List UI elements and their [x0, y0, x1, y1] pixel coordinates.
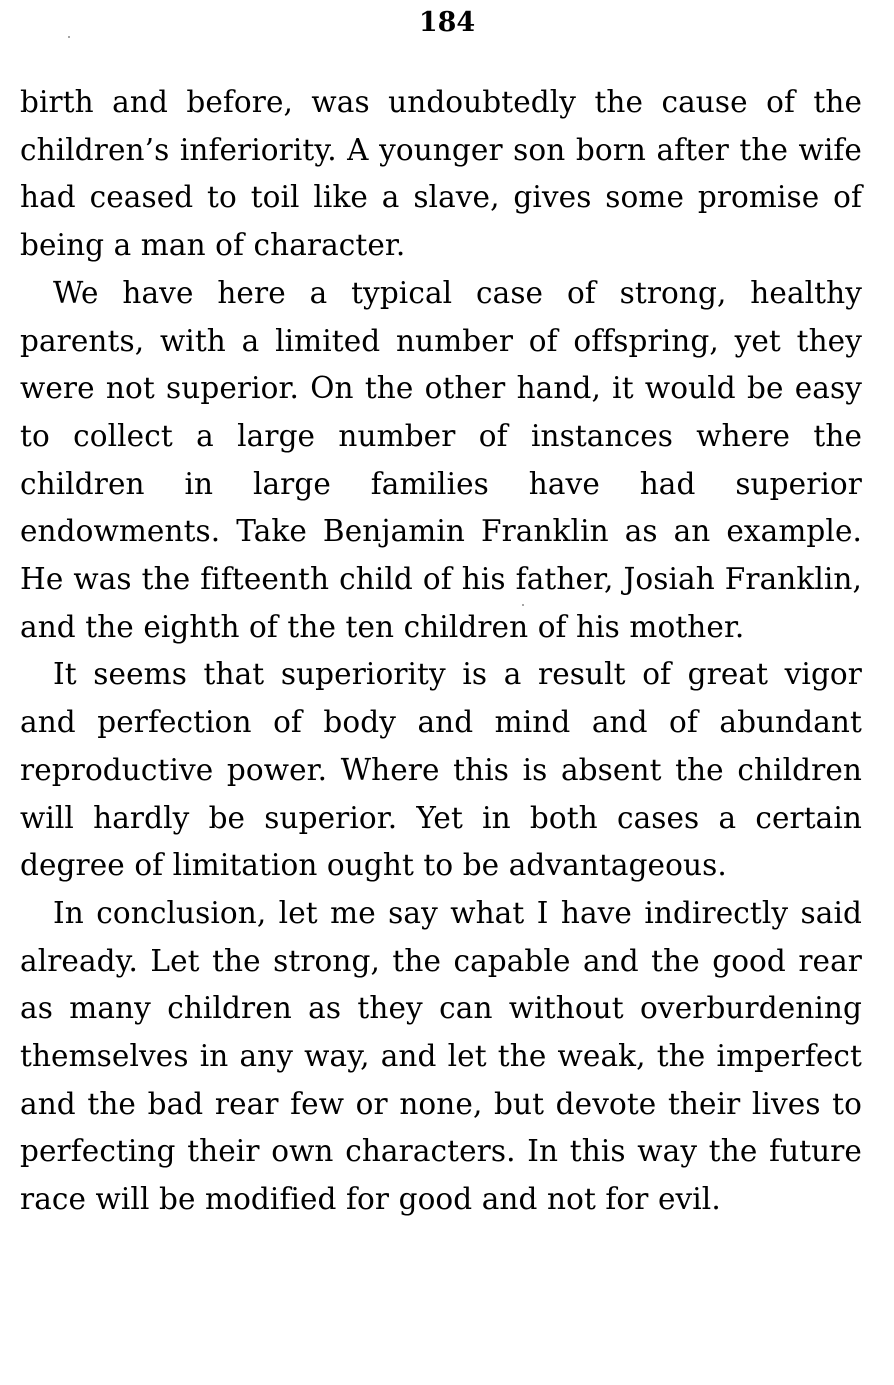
body-text: [20, 79, 862, 1224]
paragraph: We have here a typical case of strong, healthy parents, with a limited number of offspring, yet they were not superior. On the other hand, it would be easy to collect a large number of instances where the children in large families have had superior endowments. Take Benjamin Franklin as an example. He was the fifteenth child of his father, Josiah Franklin, and the eighth of the ten children of his mother.: [20, 275, 862, 644]
page-number: 184: [418, 7, 476, 38]
scan-speck: [68, 36, 70, 38]
paragraph: It seems that superiority is a result of great vigor and perfection of body and mind and of abundant reproductive power. Where this is absent the children will hardly be superior. Yet in both cases a certain degree of limitation ought to be advantageous.: [20, 657, 862, 883]
paragraph-continued: birth and before, was undoubtedly the cause of the children’s inferiority. A younger son born after the wife had ceased to toil like a slave, gives some promise of being a man of character.: [20, 85, 862, 263]
paragraph: In conclusion, let me say what I have indirectly said already. Let the strong, the capable and the good rear as many children as they can without overburdening themselves in any way, and let the weak, the imperfect and the bad rear few or none, but devote their lives to perfecting their own characters. In this way the future race will be modified for good and not for evil.: [20, 895, 862, 1217]
